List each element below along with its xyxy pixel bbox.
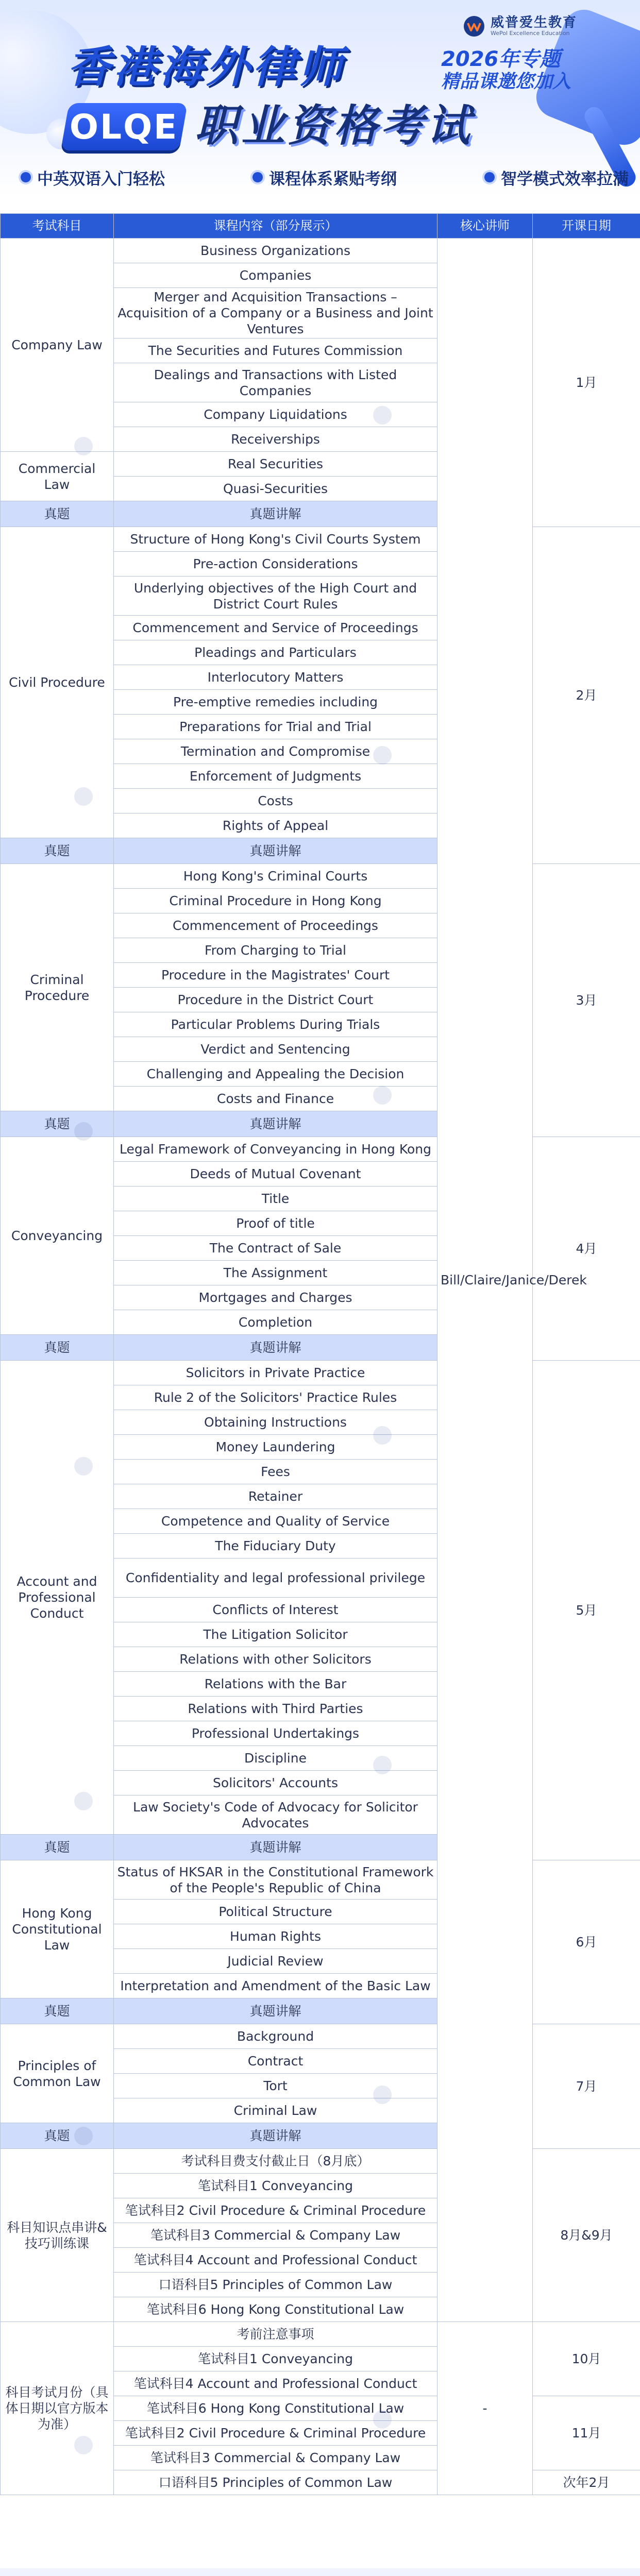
content-cell: Human Rights xyxy=(114,1924,437,1949)
date-cell: 6月 xyxy=(533,1860,640,2024)
subject-cell: Civil Procedure xyxy=(1,527,114,838)
subject-cell: Principles of Common Law xyxy=(1,2024,114,2123)
content-cell: 笔试科目3 Commercial & Company Law xyxy=(114,2446,437,2470)
content-cell: Pleadings and Particulars xyxy=(114,640,437,665)
content-cell: The Litigation Solicitor xyxy=(114,1622,437,1647)
hero-subtitle-invite: 精品课邀您加入 xyxy=(441,71,571,92)
olqe-badge xyxy=(61,103,188,150)
content-cell: 笔试科目6 Hong Kong Constitutional Law xyxy=(114,2297,437,2322)
review-label: 真题 xyxy=(1,2123,114,2149)
brand-mark-icon xyxy=(463,15,485,38)
content-cell: Professional Undertakings xyxy=(114,1721,437,1746)
content-cell: The Securities and Futures Commission xyxy=(114,338,437,363)
subject-cell: Hong Kong Constitutional Law xyxy=(1,1860,114,1998)
content-cell: 笔试科目2 Civil Procedure & Criminal Procedure xyxy=(114,2198,437,2223)
olqe-badge-text: OLQE xyxy=(70,107,179,147)
content-cell: Discipline xyxy=(114,1746,437,1771)
tutor-cell: Bill/Claire/Janice/Derek xyxy=(437,239,533,2322)
content-cell: The Assignment xyxy=(114,1261,437,1285)
content-cell: Proof of title xyxy=(114,1211,437,1236)
content-cell: Rule 2 of the Solicitors' Practice Rules xyxy=(114,1385,437,1410)
content-cell: Title xyxy=(114,1187,437,1211)
date-cell: 11月 xyxy=(533,2396,640,2470)
content-cell: Fees xyxy=(114,1460,437,1484)
content-cell: Political Structure xyxy=(114,1900,437,1924)
table-row xyxy=(1,1137,640,1162)
content-cell: The Contract of Sale xyxy=(114,1236,437,1261)
date-cell: 5月 xyxy=(533,1361,640,1860)
content-cell: Conflicts of Interest xyxy=(114,1598,437,1622)
brand-logo xyxy=(463,13,628,39)
table-row xyxy=(1,1860,640,1900)
content-cell: Procedure in the Magistrates' Court xyxy=(114,963,437,988)
header-subject: 考试科目 xyxy=(1,214,114,239)
content-cell: 考前注意事项 xyxy=(114,2322,437,2347)
header-date: 开课日期 xyxy=(533,214,640,239)
content-cell: 笔试科目3 Commercial & Company Law xyxy=(114,2223,437,2248)
content-cell: 口语科目5 Principles of Common Law xyxy=(114,2470,437,2495)
content-cell: Relations with the Bar xyxy=(114,1672,437,1697)
content-cell: Confidentiality and legal professional privilege xyxy=(114,1558,437,1598)
content-cell: Pre-emptive remedies including xyxy=(114,690,437,715)
date-cell: 7月 xyxy=(533,2024,640,2149)
content-cell: Termination and Compromise xyxy=(114,739,437,764)
date-cell: 3月 xyxy=(533,864,640,1137)
content-cell: The Fiduciary Duty xyxy=(114,1534,437,1558)
subject-cell: Account and Professional Conduct xyxy=(1,1361,114,1835)
content-cell: Criminal Procedure in Hong Kong xyxy=(114,889,437,913)
course-schedule-table xyxy=(0,213,640,2495)
content-cell: Tort xyxy=(114,2074,437,2098)
bullet-dot-icon xyxy=(21,172,31,182)
content-cell: Dealings and Transactions with Listed Companies xyxy=(114,363,437,402)
content-cell: Commencement of Proceedings xyxy=(114,913,437,938)
review-label: 真题 xyxy=(1,501,114,527)
content-cell: Obtaining Instructions xyxy=(114,1410,437,1435)
date-cell: 10月 xyxy=(533,2322,640,2396)
content-cell: Merger and Acquisition Transactions – Acquisition of a Company or a Business and Joint Ventures xyxy=(114,288,437,338)
review-label: 真题 xyxy=(1,1835,114,1860)
content-cell: Status of HKSAR in the Constitutional Framework of the People's Republic of China xyxy=(114,1860,437,1900)
content-cell: 笔试科目2 Civil Procedure & Criminal Procedure xyxy=(114,2421,437,2446)
content-cell: Preparations for Trial and Trial xyxy=(114,715,437,739)
date-cell: 2月 xyxy=(533,527,640,864)
date-cell: 4月 xyxy=(533,1137,640,1361)
review-content: 真题讲解 xyxy=(114,1335,437,1361)
bullet-dot-icon xyxy=(252,172,263,182)
header-tutor: 核心讲师 xyxy=(437,214,533,239)
content-cell: Costs xyxy=(114,789,437,814)
table-row xyxy=(1,1361,640,1385)
content-cell: From Charging to Trial xyxy=(114,938,437,963)
content-cell: Interpretation and Amendment of the Basic Law xyxy=(114,1974,437,1998)
content-cell: Legal Framework of Conveyancing in Hong Kong xyxy=(114,1137,437,1162)
content-cell: Commencement and Service of Proceedings xyxy=(114,616,437,640)
content-cell: Relations with other Solicitors xyxy=(114,1647,437,1672)
content-cell: Company Liquidations xyxy=(114,402,437,427)
header-content: 课程内容（部分展示） xyxy=(114,214,437,239)
feature-text: 课程体系紧贴考纲 xyxy=(269,170,397,189)
feature-item xyxy=(252,166,397,189)
content-cell: Criminal Law xyxy=(114,2098,437,2123)
brand-name-en: WePol Excellence Education xyxy=(491,30,570,37)
content-cell: Enforcement of Judgments xyxy=(114,764,437,789)
content-cell: 笔试科目6 Hong Kong Constitutional Law xyxy=(114,2396,437,2421)
content-cell: Challenging and Appealing the Decision xyxy=(114,1062,437,1087)
table-row xyxy=(1,2024,640,2049)
brand-name-cn: 威普爱生教育 xyxy=(491,15,578,30)
content-cell: 笔试科目4 Account and Professional Conduct xyxy=(114,2248,437,2273)
content-cell: Structure of Hong Kong's Civil Courts System xyxy=(114,527,437,552)
content-cell: Underlying objectives of the High Court and District Court Rules xyxy=(114,577,437,616)
table-body xyxy=(1,239,640,2495)
bullet-dot-icon xyxy=(484,172,495,182)
review-content: 真题讲解 xyxy=(114,1835,437,1860)
table-row xyxy=(1,527,640,552)
content-cell: Quasi-Securities xyxy=(114,477,437,501)
content-cell: Receiverships xyxy=(114,427,437,452)
content-cell: Pre-action Considerations xyxy=(114,552,437,577)
table-row xyxy=(1,864,640,889)
content-cell: 笔试科目1 Conveyancing xyxy=(114,2174,437,2198)
review-label: 真题 xyxy=(1,838,114,864)
subject-cell: Conveyancing xyxy=(1,1137,114,1335)
content-cell: Particular Problems During Trials xyxy=(114,1012,437,1037)
hero-subtitle-year: 2026年专题 xyxy=(441,47,561,71)
subject-cell: Commercial Law xyxy=(1,452,114,501)
subject-cell: 科目考试月份（具体日期以官方版本为准） xyxy=(1,2322,114,2495)
footer-note xyxy=(0,2568,640,2576)
content-cell: Costs and Finance xyxy=(114,1087,437,1111)
content-cell: Real Securities xyxy=(114,452,437,477)
content-cell: Solicitors in Private Practice xyxy=(114,1361,437,1385)
table-row xyxy=(1,2322,640,2347)
content-cell: Interlocutory Matters xyxy=(114,665,437,690)
content-cell: Law Society's Code of Advocacy for Solicitor Advocates xyxy=(114,1795,437,1835)
content-cell: Hong Kong's Criminal Courts xyxy=(114,864,437,889)
content-cell: Rights of Appeal xyxy=(114,814,437,838)
review-content: 真题讲解 xyxy=(114,2123,437,2149)
review-content: 真题讲解 xyxy=(114,838,437,864)
content-cell: Judicial Review xyxy=(114,1949,437,1974)
table-row xyxy=(1,2149,640,2174)
review-content: 真题讲解 xyxy=(114,1111,437,1137)
content-cell: 笔试科目1 Conveyancing xyxy=(114,2347,437,2371)
review-label: 真题 xyxy=(1,1998,114,2024)
feature-list xyxy=(21,164,629,191)
hero-subtitle xyxy=(441,47,632,93)
content-cell: Money Laundering xyxy=(114,1435,437,1460)
content-cell: Competence and Quality of Service xyxy=(114,1509,437,1534)
table-header-row xyxy=(1,214,640,239)
feature-item xyxy=(484,166,629,189)
review-content: 真题讲解 xyxy=(114,501,437,527)
hero-title-line1: 香港海外律师 xyxy=(67,42,346,92)
content-cell: Solicitors' Accounts xyxy=(114,1771,437,1795)
content-cell: 笔试科目4 Account and Professional Conduct xyxy=(114,2371,437,2396)
feature-text: 智学模式效率拉满 xyxy=(501,170,629,189)
date-cell: 1月 xyxy=(533,239,640,527)
content-cell: Relations with Third Parties xyxy=(114,1697,437,1721)
content-cell: 口语科目5 Principles of Common Law xyxy=(114,2273,437,2297)
content-cell: Background xyxy=(114,2024,437,2049)
content-cell: Verdict and Sentencing xyxy=(114,1037,437,1062)
content-cell: Retainer xyxy=(114,1484,437,1509)
content-cell: Companies xyxy=(114,263,437,288)
subject-cell: Company Law xyxy=(1,239,114,452)
content-cell: 考试科目费支付截止日（8月底） xyxy=(114,2149,437,2174)
content-cell: Procedure in the District Court xyxy=(114,988,437,1012)
feature-text: 中英双语入门轻松 xyxy=(37,170,165,189)
content-cell: Business Organizations xyxy=(114,239,437,263)
hero-header xyxy=(0,0,640,196)
content-cell: Completion xyxy=(114,1310,437,1335)
subject-cell: Criminal Procedure xyxy=(1,864,114,1111)
review-label: 真题 xyxy=(1,1111,114,1137)
content-cell: Mortgages and Charges xyxy=(114,1285,437,1310)
tutor-cell: - xyxy=(437,2322,533,2495)
review-label: 真题 xyxy=(1,1335,114,1361)
hero-title-line2: 职业资格考试 xyxy=(195,100,474,151)
review-content: 真题讲解 xyxy=(114,1998,437,2024)
subject-cell: 科目知识点串讲&技巧训练课 xyxy=(1,2149,114,2322)
feature-item xyxy=(21,166,165,189)
content-cell: Contract xyxy=(114,2049,437,2074)
table-row xyxy=(1,239,640,263)
content-cell: Deeds of Mutual Covenant xyxy=(114,1162,437,1187)
date-cell: 8月&9月 xyxy=(533,2149,640,2322)
date-cell: 次年2月 xyxy=(533,2470,640,2495)
